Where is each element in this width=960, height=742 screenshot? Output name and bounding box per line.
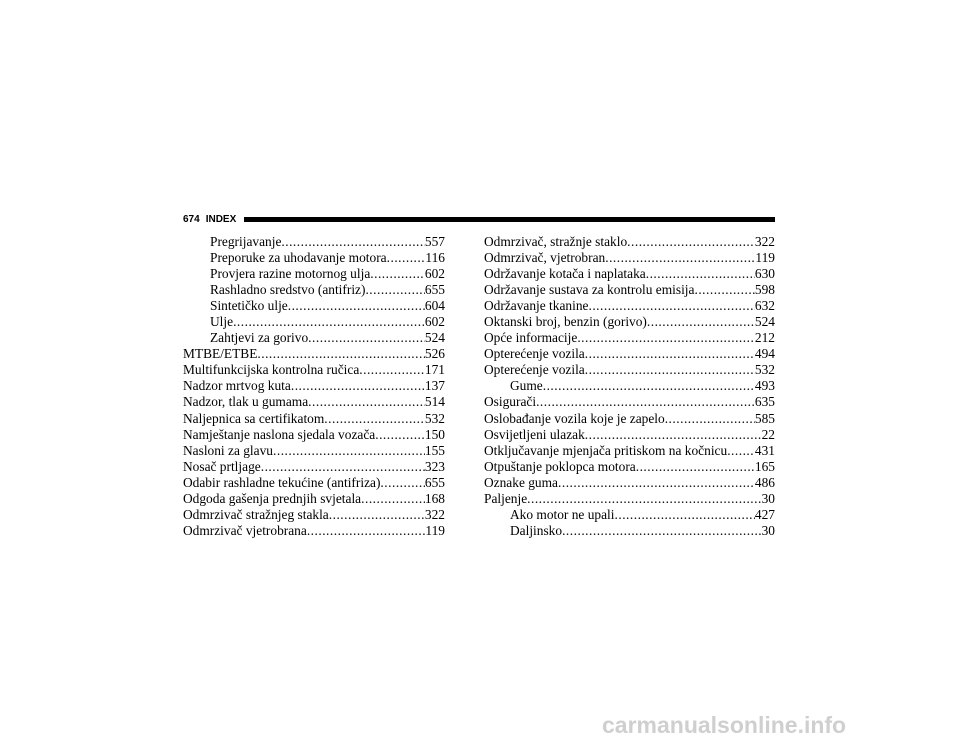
entry-page-number: 532 <box>424 410 445 426</box>
dot-leader <box>291 378 425 394</box>
entry-label: Oznake guma <box>484 474 558 490</box>
index-entry <box>183 346 445 362</box>
entry-label: Otključavanje mjenjača pritiskom na kočnicu <box>484 442 728 458</box>
entry-label: Pregrijavanje <box>210 234 282 249</box>
index-column-left <box>183 234 445 539</box>
dot-leader <box>665 411 755 427</box>
index-entry <box>183 378 445 394</box>
entry-label: Odmrzivač vjetrobrana <box>183 522 307 538</box>
entry-label: Namještanje naslona sjedala vozača <box>183 426 376 442</box>
index-entry <box>183 330 445 346</box>
index-entry <box>484 443 775 459</box>
entry-label: Održavanje tkanine <box>484 298 589 314</box>
index-entry <box>484 475 775 491</box>
entry-page-number: 494 <box>754 346 775 362</box>
section-title: INDEX <box>205 213 237 225</box>
index-entry <box>484 314 775 330</box>
index-entry <box>484 507 775 523</box>
dot-leader <box>558 475 755 491</box>
entry-page-number: 632 <box>754 298 775 314</box>
dot-leader <box>577 330 755 346</box>
dot-leader <box>329 507 425 523</box>
index-entry <box>484 234 775 250</box>
entry-page-number: 168 <box>424 490 445 506</box>
dot-leader <box>627 234 755 250</box>
dot-leader <box>359 362 425 378</box>
entry-page-number: 526 <box>424 346 445 362</box>
dot-leader <box>646 266 755 282</box>
index-entry <box>484 394 775 410</box>
entry-page-number: 655 <box>424 282 445 298</box>
index-entry <box>484 362 775 378</box>
dot-leader <box>585 362 755 378</box>
dot-leader <box>543 378 755 394</box>
entry-page-number: 655 <box>424 474 445 490</box>
dot-leader <box>233 314 425 330</box>
entry-label: Provjera razine motornog ulja <box>210 266 371 282</box>
dot-leader <box>527 491 761 507</box>
dot-leader <box>387 250 426 266</box>
entry-page-number: 524 <box>424 330 445 346</box>
dot-leader <box>380 475 424 491</box>
index-entry <box>484 250 775 266</box>
entry-page-number: 30 <box>761 522 775 538</box>
dot-leader <box>727 443 755 459</box>
entry-label: Odabir rashladne tekućine (antifriza) <box>183 474 381 490</box>
entry-page-number: 630 <box>754 266 775 282</box>
entry-label: Osvijetljeni ulazak <box>484 426 585 442</box>
dot-leader <box>324 411 425 427</box>
index-entry <box>183 459 445 475</box>
dot-leader <box>585 427 762 443</box>
entry-label: Oktanski broj, benzin (gorivo) <box>484 314 647 330</box>
index-entry <box>183 523 445 539</box>
dot-leader <box>307 523 426 539</box>
dot-leader <box>536 394 755 410</box>
index-entry <box>183 507 445 523</box>
entry-label: Nadzor mrtvog kuta <box>183 378 291 394</box>
index-entry <box>484 523 775 539</box>
dot-leader <box>281 234 425 250</box>
index-entry <box>183 394 445 410</box>
entry-page-number: 431 <box>754 442 775 458</box>
entry-label: Sintetičko ulje <box>210 298 288 314</box>
entry-label: Opterećenje vozila <box>484 346 585 362</box>
entry-page-number: 635 <box>754 394 775 410</box>
entry-page-number: 171 <box>424 362 445 378</box>
dot-leader <box>585 346 755 362</box>
entry-page-number: 532 <box>754 362 775 378</box>
entry-label: Ako motor ne upali <box>510 506 615 522</box>
index-entry <box>484 427 775 443</box>
entry-label: Oslobađanje vozila koje je zapelo <box>484 410 665 426</box>
page-number: 674 <box>183 213 200 225</box>
entry-page-number: 212 <box>754 330 775 346</box>
entry-page-number: 585 <box>754 410 775 426</box>
index-entry <box>183 362 445 378</box>
entry-page-number: 150 <box>424 426 445 442</box>
dot-leader <box>261 459 425 475</box>
header-rule <box>244 217 775 222</box>
dot-leader <box>361 491 425 507</box>
entry-page-number: 322 <box>424 506 445 522</box>
entry-label: Održavanje kotača i naplataka <box>484 266 646 282</box>
watermark: carmanualsonline.info <box>602 712 847 738</box>
entry-label: Odgoda gašenja prednjih svjetala <box>183 490 362 506</box>
dot-leader <box>375 427 425 443</box>
entry-label: Preporuke za uhodavanje motora <box>210 250 387 266</box>
dot-leader <box>588 298 754 314</box>
entry-label: Odmrzivač, vjetrobran <box>484 250 606 266</box>
index-entry <box>183 427 445 443</box>
entry-label: Opterećenje vozila <box>484 362 585 378</box>
index-entry <box>183 443 445 459</box>
entry-page-number: 602 <box>424 314 445 330</box>
entry-label: Daljinsko <box>510 522 563 538</box>
index-entry <box>484 346 775 362</box>
entry-page-number: 22 <box>761 426 775 442</box>
dot-leader <box>257 346 425 362</box>
index-entry <box>183 475 445 491</box>
index-entry <box>183 234 445 250</box>
entry-label: Nadzor, tlak u gumama <box>183 394 309 410</box>
index-entry <box>183 411 445 427</box>
entry-label: Paljenje <box>484 490 528 506</box>
entry-label: Rashladno sredstvo (antifriz) <box>210 282 366 298</box>
entry-page-number: 514 <box>424 394 445 410</box>
entry-page-number: 493 <box>754 378 775 394</box>
dot-leader <box>562 523 762 539</box>
index-entry <box>484 378 775 394</box>
entry-page-number: 524 <box>754 314 775 330</box>
entry-label: Odmrzivač, stražnje staklo <box>484 234 628 249</box>
index-entry <box>183 282 445 298</box>
dot-leader <box>615 507 755 523</box>
index-entry <box>183 314 445 330</box>
dot-leader <box>647 314 755 330</box>
index-entry <box>484 411 775 427</box>
dot-leader <box>273 443 425 459</box>
entry-page-number: 486 <box>754 474 775 490</box>
entry-label: Ulje <box>210 314 234 330</box>
entry-page-number: 30 <box>761 490 775 506</box>
entry-label: Otpuštanje poklopca motora <box>484 458 636 474</box>
entry-page-number: 137 <box>424 378 445 394</box>
index-entry <box>183 266 445 282</box>
index-column-right <box>484 234 775 539</box>
entry-page-number: 116 <box>425 250 445 266</box>
entry-label: Nasloni za glavu <box>183 442 273 458</box>
entry-page-number: 155 <box>424 442 445 458</box>
index-entry <box>484 298 775 314</box>
index-entry <box>484 282 775 298</box>
dot-leader <box>308 394 425 410</box>
index-entry <box>183 491 445 507</box>
dot-leader <box>308 330 425 346</box>
dot-leader <box>636 459 755 475</box>
entry-label: Gume <box>510 378 543 394</box>
entry-label: Naljepnica sa certifikatom <box>183 410 325 426</box>
entry-page-number: 602 <box>424 266 445 282</box>
entry-page-number: 119 <box>425 522 445 538</box>
entry-label: Nosač prtljage <box>183 458 261 474</box>
entry-label: Multifunkcijska kontrolna ručica <box>183 362 360 378</box>
index-entry <box>484 266 775 282</box>
dot-leader <box>370 266 425 282</box>
entry-page-number: 119 <box>755 250 775 266</box>
entry-page-number: 322 <box>754 234 775 249</box>
entry-label: Zahtjevi za gorivo <box>210 330 309 346</box>
index-entry <box>183 298 445 314</box>
index-entry <box>183 250 445 266</box>
entry-page-number: 323 <box>424 458 445 474</box>
dot-leader <box>288 298 425 314</box>
index-entry <box>484 491 775 507</box>
dot-leader <box>605 250 755 266</box>
entry-page-number: 427 <box>754 506 775 522</box>
entry-label: Održavanje sustava za kontrolu emisija <box>484 282 695 298</box>
entry-label: MTBE/ETBE <box>183 346 258 362</box>
page-header <box>183 211 775 227</box>
entry-label: Odmrzivač stražnjeg stakla <box>183 506 329 522</box>
entry-label: Opće informacije <box>484 330 578 346</box>
entry-page-number: 557 <box>424 234 445 249</box>
index-entry <box>484 459 775 475</box>
index-entry <box>484 330 775 346</box>
entry-page-number: 604 <box>424 298 445 314</box>
entry-label: Osigurači <box>484 394 537 410</box>
dot-leader <box>365 282 424 298</box>
entry-page-number: 165 <box>754 458 775 474</box>
entry-page-number: 598 <box>754 282 775 298</box>
dot-leader <box>694 282 754 298</box>
